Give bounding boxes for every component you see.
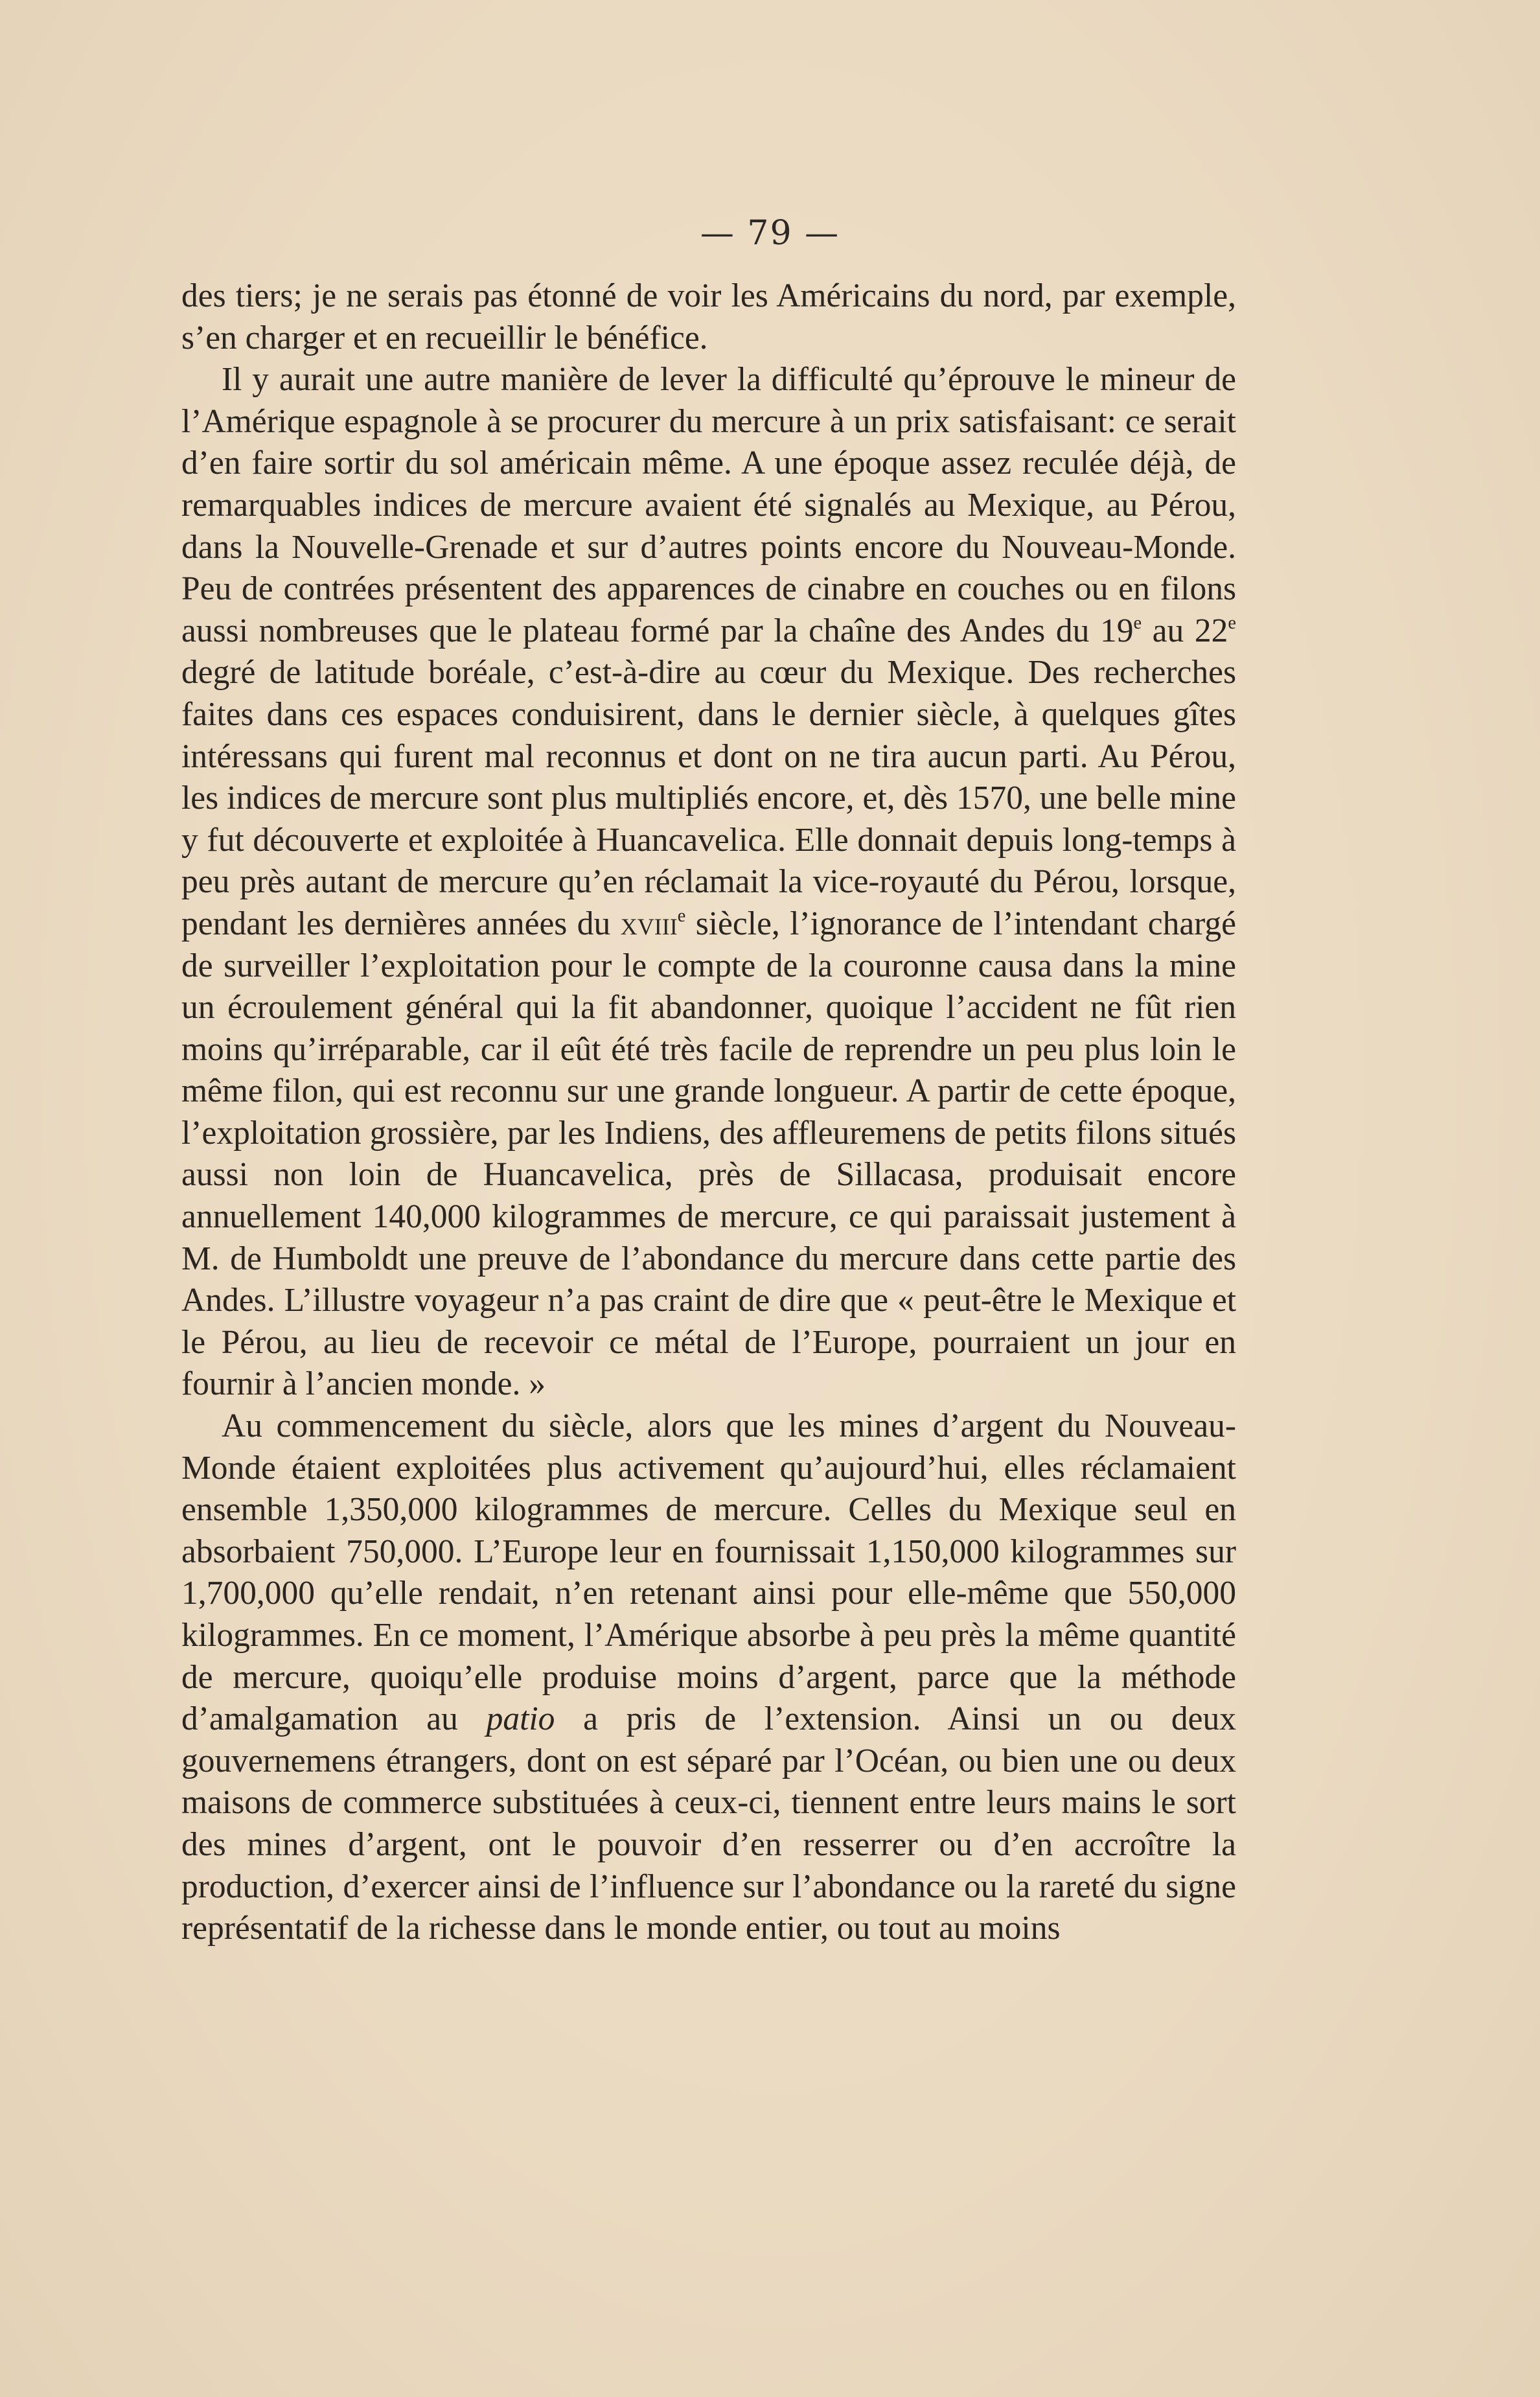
text-run: des tiers; je ne serais pas étonné de voir les Américains du nord, par exemple, s’en charger et en recueillir le bénéfice. bbox=[181, 277, 1236, 356]
paragraph bbox=[181, 275, 1236, 359]
body-text bbox=[181, 275, 1236, 1950]
page-number: — 79 — bbox=[700, 214, 840, 253]
text-run: degré de latitude boréale, c’est-à-dire au cœur du Mexique. Des recherches faites dans ces espaces conduisirent, dans le dernier siècle, à quelques gîtes intéressans qui furent mal reconnus et dont on ne tira aucun parti. Au Pérou, les indices de mercure sont plus multipliés encore, et, dès 1570, une belle mine y fut découverte et exploitée à Huancavelica. Elle donnait depuis long-temps à peu près autant de mercure qu’en réclamait la vice-royauté du Pérou, lorsque, pendant les dernières années du bbox=[181, 654, 1236, 942]
paragraph bbox=[181, 1406, 1236, 1950]
superscript: e bbox=[1228, 612, 1236, 633]
text-run: Il y aurait une autre manière de lever la difficulté qu’éprouve le mineur de l’Amérique espagnole à se procurer du mercure à un prix satisfaisant: ce serait d’en faire sortir du sol américain même. A une époque assez reculée déjà, de remarquables indices de mercure avaient été signalés au Mexique, au Pérou, dans la Nouvelle-Grenade et sur d’autres points encore du Nouveau-Monde. Peu de contrées présentent des apparences de cinabre en couches ou en filons aussi nombreuses que le plateau formé par la chaîne des Andes du 19 bbox=[181, 361, 1236, 649]
text-run: a pris de l’extension. Ainsi un ou deux gouvernemens étrangers, dont on est séparé par l’Océan, ou bien une ou deux maisons de commerce substituées à ceux-ci, tiennent entre leurs mains le sort des mines d’argent, ont le pouvoir d’en resserrer ou d’en accroître la production, d’exercer ainsi de l’influence sur l’abondance ou la rareté du signe représentatif de la richesse dans le monde entier, ou tout au moins bbox=[181, 1700, 1237, 1947]
text-run: au 22 bbox=[1142, 612, 1228, 649]
paragraph bbox=[181, 359, 1236, 1406]
superscript: e bbox=[1133, 612, 1142, 633]
text-run: siècle, l’ignorance de l’intendant chargé de surveiller l’exploitation pour le compte de la couronne causa dans la mine un écroulement général qui la fit abandonner, quoique l’accident ne fût rien moins qu’irréparable, car il eût été très facile de reprendre un peu plus loin le même filon, qui est reconnu sur une grande longueur. A partir de cette époque, l’exploitation grossière, par les Indiens, des affleuremens de petits filons situés aussi non loin de Huancavelica, près de Sillacasa, produisait encore annuellement 140,000 kilogrammes de mercure, ce qui paraissait justement à M. de Humboldt une preuve de l’abondance du mercure dans cette partie des Andes. L’illustre voyageur n’a pas craint de dire que « peut-être le Mexique et le Pérou, au lieu de recevoir ce métal de l’Europe, pourraient un jour en fournir à l’ancien monde. » bbox=[181, 905, 1236, 1403]
roman-numeral: xviii bbox=[620, 905, 678, 942]
italic-term: patio bbox=[486, 1700, 555, 1738]
text-run: Au commencement du siècle, alors que les mines d’argent du Nouveau-Monde étaient exploitées plus activement qu’aujourd’hui, elles réclamaient ensemble 1,350,000 kilogrammes de mercure. Celles du Mexique seul en absorbaient 750,000. L’Europe leur en fournissait 1,150,000 kilogrammes sur 1,700,000 qu’elle rendait, n’en retenant ainsi pour elle-même que 550,000 kilogrammes. En ce moment, l’Amérique absorbe à peu près la même quantité de mercure, quoiqu’elle produise moins d’argent, parce que la méthode d’amalgamation au bbox=[181, 1407, 1236, 1738]
superscript: e bbox=[677, 906, 686, 927]
